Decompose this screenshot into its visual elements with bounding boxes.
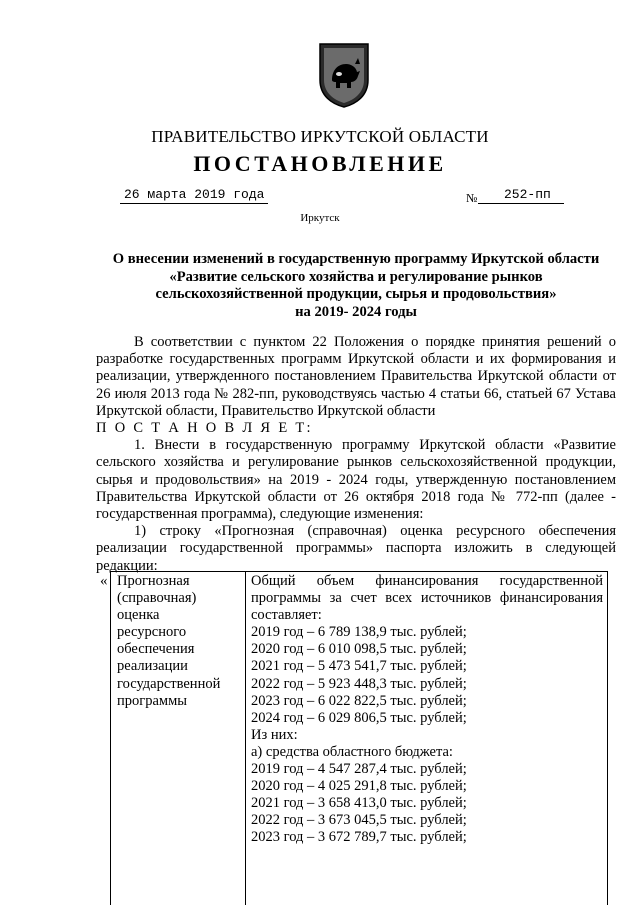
regional-funding-line: 2019 год – 4 547 287,4 тыс. рублей; <box>251 761 467 778</box>
regional-funding-line: 2021 год – 3 658 413,0 тыс. рублей; <box>251 795 467 812</box>
irkutsk-coat-of-arms-emblem <box>318 42 370 108</box>
regional-budget-label: а) средства областного бюджета: <box>251 743 453 760</box>
city: Иркутск <box>300 212 340 224</box>
left-cell-line: обеспечения <box>117 641 195 658</box>
total-funding-line: 2022 год – 5 923 448,3 тыс. рублей; <box>251 675 467 692</box>
left-cell-line: реализации <box>117 658 188 675</box>
government-name: ПРАВИТЕЛЬСТВО ИРКУТСКОЙ ОБЛАСТИ <box>151 127 489 146</box>
document-body <box>96 334 616 575</box>
document-number: 252-пп <box>478 187 564 204</box>
table-right-cell <box>251 573 603 847</box>
preamble-paragraph: В соответствии с пунктом 22 Положения о порядке принятия решений о разработке государственных программ Иркутской области и их формирования и реализации, утвержденного постановлением Правительства Иркутской области от 26 июля 2013 года № 282-пп, руководствуясь частью 4 статьи 66, статьей 67 Устава Иркутской области, Правительство Иркутской области <box>96 334 616 419</box>
funding-table <box>110 571 608 905</box>
regional-funding-line: 2023 год – 3 672 789,7 тыс. рублей; <box>251 829 467 846</box>
left-cell-line: (справочная) <box>117 590 197 607</box>
number-sign: № <box>466 191 478 205</box>
regional-funding-line: 2020 год – 4 025 291,8 тыс. рублей; <box>251 778 467 795</box>
title-line: «Развитие сельского хозяйства и регулирование рынков <box>169 268 543 285</box>
total-funding-line: 2023 год – 6 022 822,5 тыс. рублей; <box>251 692 467 709</box>
table-column-divider <box>245 572 246 905</box>
left-cell-line: ресурсного <box>117 624 187 641</box>
left-cell-line: Прогнозная <box>117 573 190 589</box>
title-line: О внесении изменений в государственную программу Иркутской области <box>112 251 600 267</box>
item-1-paragraph: 1. Внести в государственную программу Иркутской области «Развитие сельского хозяйства и регулирование рынков сельскохозяйственной продукции, сырья и продовольствия» на 2019 - 2024 годы, утвержденную постановлением Правительства Иркутской области от 26 октября 2018 года № 772-пп (далее - государственная программа), следующие изменения: <box>96 437 616 523</box>
regional-funding-line: 2022 год – 3 673 045,5 тыс. рублей; <box>251 812 467 829</box>
title-line: сельскохозяйственной продукции, сырья и продовольствия» <box>155 286 557 302</box>
total-funding-line: 2019 год – 6 789 138,9 тыс. рублей; <box>251 624 467 641</box>
total-funding-line: 2020 год – 6 010 098,5 тыс. рублей; <box>251 641 467 658</box>
document-date: 26 марта 2019 года <box>120 187 268 204</box>
of-them-label: Из них: <box>251 726 298 743</box>
opening-quote: « <box>100 573 108 589</box>
total-funding-line: 2024 год – 6 029 806,5 тыс. рублей; <box>251 709 467 726</box>
decides-heading: П О С Т А Н О В Л Я Е Т: <box>96 420 313 437</box>
funding-intro: Общий объем финансирования государственной программы за счет всех источников финансирования составляет: <box>251 573 603 624</box>
left-cell-line: оценка <box>117 607 160 624</box>
item-1-1-paragraph: 1) строку «Прогнозная (справочная) оценка ресурсного обеспечения реализации государственной программы» паспорта изложить в следующей редакции: <box>96 523 616 574</box>
left-cell-line: программы <box>117 692 187 709</box>
table-left-cell <box>117 573 243 710</box>
title-line: на 2019- 2024 годы <box>295 303 417 320</box>
total-funding-line: 2021 год – 5 473 541,7 тыс. рублей; <box>251 658 467 675</box>
document-title <box>96 251 616 321</box>
document-type: ПОСТАНОВЛЕНИЕ <box>193 151 447 176</box>
left-cell-line: государственной <box>117 675 221 692</box>
